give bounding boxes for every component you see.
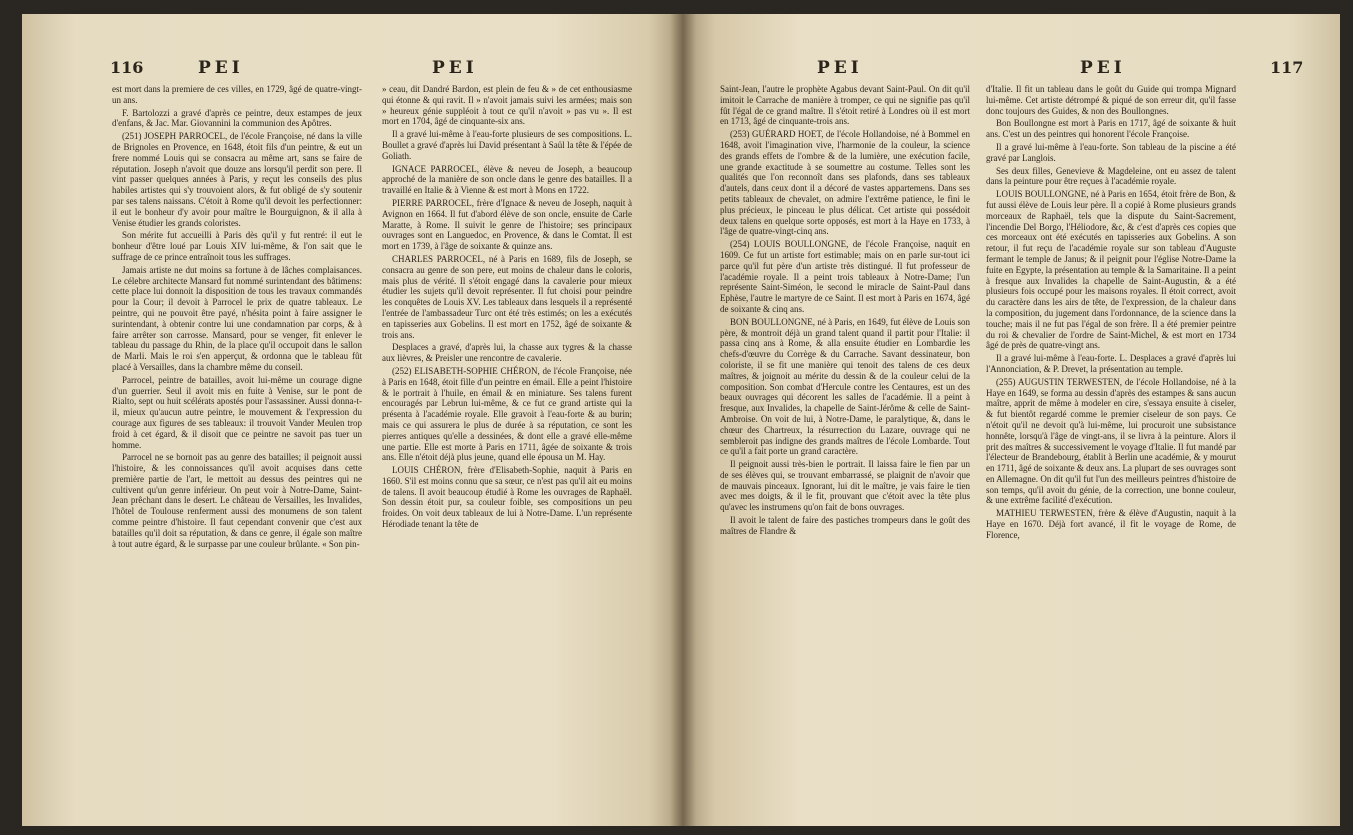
paragraph: Bon Boullongne est mort à Paris en 1717, âgé de soixante & huit ans. C'est un des peintres qui honorent l'école Françoise. — [986, 118, 1236, 140]
running-head: PEI — [432, 58, 478, 78]
right-page — [682, 14, 1340, 826]
paragraph: Il a gravé lui-même à l'eau-forte. Son tableau de la piscine a été gravé par Langlois. — [986, 141, 1236, 163]
page-number: 116 — [110, 58, 144, 77]
paragraph: PIERRE PARROCEL, frère d'Ignace & neveu de Joseph, naquit à Avignon en 1664. Il fut d'abord élève de son oncle, ensuite de Carle Maratte, à Rome. Il suivit le genre de l'histoire; ses principaux ouvrages sont en Languedoc, en Provence, & dans le Comtat. Il est mort en 1739, à l'âge de soixante & quinze ans. — [382, 197, 632, 252]
paragraph: (254) LOUIS BOULLONGNE, de l'école Françoise, naquit en 1609. Ce fut un artiste fort estimable; mais on en parle sur-tout ici parce qu'il fut père d'un artiste très distingué. Il fut professeur de l'académie royale. Il a peint trois tableaux à Notre-Dame; l'un représente Saint-Siméon, le second le miracle de Saint-Paul dans Ephèse, l'autre le martyre de ce Saint. Il est mort à Paris en 1674, âgé de soixante & cinq ans. — [720, 239, 970, 314]
page-number: 117 — [1270, 58, 1304, 77]
running-head: PEI — [1080, 58, 1126, 78]
paragraph: (252) ELISABETH-SOPHIE CHÉRON, de l'école Françoise, née à Paris en 1648, étoit fille d'un peintre en émail. Elle a peint l'histoire & le portrait à l'huile, en émail & en miniature. Ses talens furent encouragés par Lebrun lui-même, & ce fut ce grand artiste qui la présenta à l'académie royale. Elle gravoit à l'eau-forte & au burin; mais ce qui assurera le plus de durée à sa réputation, ce sont les pierres antiques qu'elle a dessinées, & dont elle a gravé elle-même une partie. Elle est morte à Paris en 1711, âgée de soixante & trois ans. Elle n'étoit déjà plus jeune, quand elle épousa un M. Hay. — [382, 365, 632, 463]
paragraph: est mort dans la premiere de ces villes, en 1729, âgé de quatre-vingt-un ans. — [112, 84, 362, 105]
paragraph: LOUIS CHÉRON, frère d'Elisabeth-Sophie, naquit à Paris en 1660. S'il est moins connu que sa sœur, ce n'est pas qu'il ait eu moins de talens. Il avoit beaucoup étudié à Rome les ouvrages de Raphaël. Son dessin étoit pur, sa couleur foible, ses compositions un peu froides. On voit deux tableaux de lui à Notre-Dame. L'un représente Hérodiade tenant la tête de — [382, 465, 632, 530]
paragraph: Il a gravé lui-même à l'eau-forte plusieurs de ses compositions. L. Boullet a gravé d'après lui David présentant à Saül la tête & l'épée de Goliath. — [382, 129, 632, 161]
paragraph: Parrocel, peintre de batailles, avoit lui-même un courage digne d'un guerrier. Seul il avoit mis en fuite à Venise, sur le pont de Rialto, sept ou huit scélérats apostés pour l'assassiner. Aussi donna-t-il, mieux qu'aucun autre peintre, le mouvement & l'expression du courage aux figures de ses tableaux: il trouvoit Vander Meulen trop froid à cet égard, & il disoit que ce peintre ne savoit pas tuer un homme. — [112, 374, 362, 450]
text-column — [382, 84, 632, 532]
paragraph: (253) GUÉRARD HOET, de l'école Hollandoise, né à Bommel en 1648, avoit l'imagination vive, l'harmonie de la couleur, la science des grands effets de l'ombre & de la lumière, une exécution facile, une grande exactitude à se soumettre au costume. Telles sont les qualités que l'on reconnoît dans ses plafonds, dans ses tableaux d'autels, dans ceux dont il a décoré de vastes appartemens. Dans ses petits tableaux de chevalet, on admire l'extrême patience, le fini le plus précieux, le pinceau le plus délicat. Cet artiste qui possédoit deux talens en quelque sorte opposés, est mort à la Haye en 1733, à l'âge de quatre-vingt-cinq ans. — [720, 129, 970, 237]
paragraph: Il avoit le talent de faire des pastiches trompeurs dans le goût des maîtres de Flandre & — [720, 515, 970, 536]
paragraph: Parrocel ne se bornoit pas au genre des batailles; il peignoit aussi l'histoire, & les connoissances qu'il avoit acquises dans cette première partie de l'art, le mettoit au dessus des peintres qui ne cultivent qu'un genre inférieur. On peut voir à Notre-Dame, Saint-Jean prêchant dans le desert. Le château de Versailles, les Invalides, l'hôtel de Toulouse renferment aussi des monumens de son talent comme peintre d'histoire. Il faut cependant convenir que c'est aux batailles qu'il doit sa réputation, & dans ce genre, il égale son maître à tout autre égard, & le surpasse par une couleur brûlante. « Son pin- — [112, 452, 362, 549]
paragraph: BON BOULLONGNE, né à Paris, en 1649, fut élève de Louis son père, & montroit déjà un grand talent quand il partit pour l'Italie: il passa cinq ans à Rome, & alla ensuite étudier en Lombardie les chefs-d'œuvre du Corrège & du Carrache. Savant dessinateur, bon coloriste, il se fit une manière qui tenoit des talens de ces deux maîtres, & joignoit au mérite du dessin & de la couleur celui de la composition. Son combat d'Hercule contre les Centaures, est un des beaux ouvrages qui décorent les salles de l'académie. Il a peint à fresque, aux Invalides, la chapelle de Saint-Jérôme & celle de Saint-Ambroise. On voit de lui, à Notre-Dame, le paralytique, &, dans le chœur des Chartreux, la résurrection du Lazare, ouvrage qui ne sembleroit pas indigne des grands maîtres de l'école Lombarde. Tout ce qu'il a fait porte un grand caractère. — [720, 316, 970, 457]
paragraph: Il a gravé lui-même à l'eau-forte. L. Desplaces a gravé d'après lui l'Annonciation, & P. Drevet, la présentation au temple. — [986, 353, 1236, 374]
paragraph: LOUIS BOULLONGNE, né à Paris en 1654, étoit frère de Bon, & fut aussi élève de Louis leur père. Il a copié à Rome plusieurs grands morceaux de Raphaël, tels que la dispute du Saint-Sacrement, l'incendie Del Borgo, l'Héliodore, &c, & c'est d'après ces copies que ces morceaux ont été exécutés en tapisseries aux Gobelins. A son retour, il fut reçu de l'académie royale sur son tableau d'Auguste fermant le temple de Janus; & il peignit pour l'église Notre-Dame la fuite en Egypte, la présentation au temple & la Samaritaine. Il a peint à fresque aux Invalides la chapelle de Saint-Augustin, & a été plusieurs fois occupé pour les maisons royales. Il étoit correct, avoit du caractère dans les airs de tête, de l'expression, de la chaleur dans la composition, du jugement dans l'ordonnance, de la science dans la touche; mais il ne fut pas l'égal de son frère. Il a été premier peintre du roi & chevalier de l'ordre de Saint-Michel, & est mort en 1734 âgé de près de quatre-vingt ans. — [986, 189, 1236, 351]
paragraph: Il peignoit aussi très-bien le portrait. Il laissa faire le fien par un de ses élèves qui, se trouvant embarrassé, se plaignit de n'avoir que de mauvais pinceaux. Ignorant, lui dit le maître, je vais faire le tien avec mes doigts, & il le fit, prouvant que c'étoit avec la tête plus qu'avec les instrumens qu'on fait de bons ouvrages. — [720, 459, 970, 513]
book-gutter — [670, 14, 696, 826]
paragraph: (255) AUGUSTIN TERWESTEN, de l'école Hollandoise, né à la Haye en 1649, se forma au dessin d'après des estampes & sans aucun maître, apprit de même à modeler en cire, s'essaya ensuite à ciseler, & fut bientôt regardé comme le premier ciseleur de son pays. Ce n'étoit qu'il ne devoit qu'à lui-même, lui procuroit une subsistance honnête, lorsqu'à l'âge de vingt-ans, il se livra à la peinture. Alors il prit des maîtres & successivement le voyage d'Italie. Il fut mandé par l'électeur de Brandebourg, établit à Berlin une académie, & y mourut en 1711, âgé de soixante & deux ans. La plupart de ses ouvrages sont en Allemagne. On dit qu'il fut l'un des meilleurs peintres d'histoire de son temps, qu'il avoit du génie, de la correction, une bonne couleur, & une extrême facilité d'exécution. — [986, 376, 1236, 506]
left-page — [22, 14, 682, 826]
paragraph: » ceau, dit Dandré Bardon, est plein de feu & » de cet enthousiasme qui étonne & qui ravit. Il » n'avoit jamais suivi les armées; mais son » heureux génie suppléoit à tout ce qu'il n'avoit » pas vu ». Il est mort en 1704, âgé de cinquante-six ans. — [382, 84, 632, 127]
paragraph: Ses deux filles, Genevieve & Magdeleine, ont eu assez de talent dans la peinture pour être reçues à l'académie royale. — [986, 165, 1236, 187]
paragraph: Desplaces a gravé, d'après lui, la chasse aux tygres & la chasse aux lièvres, & Preisler une rencontre de cavalerie. — [382, 342, 632, 364]
running-head: PEI — [198, 58, 244, 78]
paragraph: MATHIEU TERWESTEN, frère & élève d'Augustin, naquit à la Haye en 1670. Déjà fort avancé, il fit le voyage de Rome, de Florence, — [986, 508, 1236, 540]
paragraph: CHARLES PARROCEL, né à Paris en 1689, fils de Joseph, se consacra au genre de son pere, eut moins de chaleur dans le coloris, mais plus de vérité. Il s'étoit engagé dans la cavalerie pour mieux étudier les sujets qu'il devoit représenter. Il fut choisi pour peindre les conquêtes de Louis XV. Les tableaux dans lesquels il a représenté l'entrée de l'ambassadeur Turc ont été très estimés; on les a exécutés en tapisseries aux Gobelins. Il est mort en 1752, âgé de soixante & trois ans. — [382, 253, 632, 340]
paragraph: F. Bartolozzi a gravé d'après ce peintre, deux estampes de jeux d'enfans, & Jac. Mar. Giovannini la communion des Apôtres. — [112, 107, 362, 129]
text-column — [986, 84, 1236, 543]
paragraph: d'Italie. Il fit un tableau dans le goût du Guide qui trompa Mignard lui-même. Cet artiste détrompé & piqué de son erreur dit, qu'il fasse donc toujours des Guides, & non des Boullongnes. — [986, 84, 1236, 116]
text-column — [112, 84, 362, 551]
paragraph: (251) JOSEPH PARROCEL, de l'école Françoise, né dans la ville de Brignoles en Provence, en 1648, étoit fils d'un peintre, & eut un frere nommé Louis qui se consacra au même art, sans se faire de réputation. Joseph n'avoit que douze ans lorsqu'il perdit son pere. Il vint passer quelques années à Paris, y reçut les conseils des plus habiles artistes qui s'y trouvoient alors, & fut obligé de s'y soutenir par ses talens naissans. C'étoit à Rome qu'il devoit les perfectionner: il eut le bonheur d'y avoir pour maître le Bourguignon, & il alla à Venise étudier les grands coloristes. — [112, 131, 362, 228]
text-column — [720, 84, 970, 539]
paragraph: Son mérite fut accueilli à Paris dès qu'il y fut rentré: il eut le bonheur d'être loué par Louis XIV lui-même, & l'on sait que le suffrage de ce prince entraînoit tous les suffrages. — [112, 230, 362, 262]
paragraph: IGNACE PARROCEL, élève & neveu de Joseph, a beaucoup approché de la manière de son oncle dans le genre des batailles. Il a travaillé en Italie & à Vienne & est mort à Mons en 1722. — [382, 163, 632, 196]
running-head: PEI — [817, 58, 863, 78]
paragraph: Saint-Jean, l'autre le prophète Agabus devant Saint-Paul. On dit qu'il imitoit le Carrache de manière à tromper, ce qui ne signifie pas qu'il fût l'égal de ce grand maître. Il s'étoit retiré à Londres où il est mort en 1713, âgé de cinquante-trois ans. — [720, 84, 970, 127]
open-book — [22, 14, 1340, 826]
paragraph: Jamais artiste ne dut moins sa fortune à de lâches complaisances. Le célebre architecte Mansard fut nommé surintendant des bâtimens: cette place lui donnoit la disposition de tous les travaux commandés pour la Cour; il devoit à Parrocel le prix de quatre tableaux. Le peintre, qui ne pouvoit être payé, n'hésita point à faire assigner le surintendant, à obtenir contre lui une condamnation par corps, & à faire arrêter son carrosse. Mansard, pour se venger, fit enlever le tableau du passage du Rhin, de la place qu'il occupoit dans le sallon de Marli. Mais le roi s'en apperçut, & ordonna que le tableau fût placé à Versailles, dans la chambre même du conseil. — [112, 264, 362, 372]
